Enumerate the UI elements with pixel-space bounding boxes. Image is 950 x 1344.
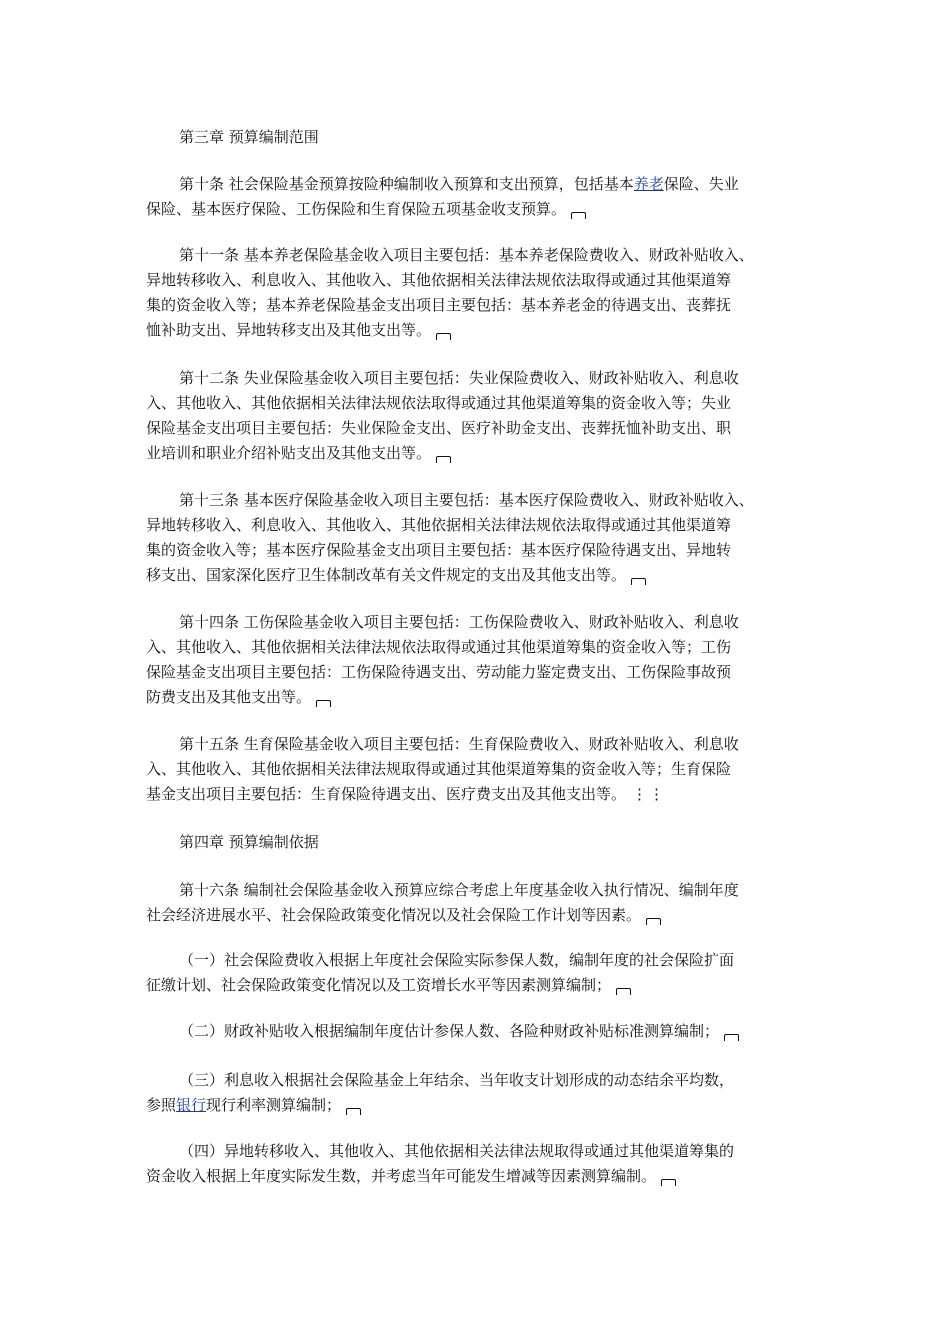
- article-line: [146, 782, 739, 807]
- article-10: [146, 172, 739, 222]
- item-line: [146, 1019, 739, 1044]
- paragraph-mark-icon: [436, 456, 451, 463]
- paragraph-mark-icon: [661, 1179, 676, 1186]
- paragraph-mark-icon: [646, 918, 661, 925]
- article-line: 入、其他收入、其他依据相关法律法规取得或通过其他渠道筹集的资金收入等；生育保险: [146, 760, 732, 778]
- article-text: 保险、基本医疗保险、工伤保险和生育保险五项基金收支预算。: [146, 200, 567, 218]
- item-text: （二）财政补贴收入根据编制年度估计参保人数、各险种财政补贴标准测算编制；: [179, 1022, 720, 1040]
- chapter-3-heading: [179, 125, 319, 150]
- article-text: 防费支出及其他支出等。: [146, 688, 312, 706]
- article-12: [146, 366, 739, 466]
- paragraph-mark-icon: [571, 212, 586, 219]
- article-16: [146, 878, 739, 928]
- article-line: 集的资金收入等；基本医疗保险基金支出项目主要包括：基本医疗保险待遇支出、异地转: [146, 541, 732, 559]
- article-line: 第十二条 失业保险基金收入项目主要包括：失业保险费收入、财政补贴收入、利息收: [179, 369, 739, 387]
- article-line: [146, 685, 739, 710]
- article-line: [146, 441, 739, 466]
- paragraph-mark-icon: [724, 1034, 739, 1041]
- article-line: [146, 197, 739, 222]
- item-line: [146, 1164, 734, 1189]
- link-yinhang[interactable]: 银行: [176, 1096, 207, 1114]
- article-text: 基金支出项目主要包括：生育保险待遇支出、医疗费支出及其他支出等。: [146, 785, 627, 803]
- item-1: [146, 948, 734, 998]
- article-text: 保险、失业: [663, 175, 739, 193]
- article-line: 第十四条 工伤保险基金收入项目主要包括：工伤保险费收入、财政补贴收入、利息收: [179, 613, 739, 631]
- paragraph-mark-icon: [316, 700, 331, 707]
- item-text: 资金收入根据上年度实际发生数，并考虑当年可能发生增减等因素测算编制。: [146, 1167, 657, 1185]
- article-text: 业培训和职业介绍补贴支出及其他支出等。: [146, 444, 432, 462]
- article-line: [146, 172, 739, 197]
- item-line: （三）利息收入根据社会保险基金上年结余、当年收支计划形成的动态结余平均数，: [179, 1071, 735, 1089]
- article-line: 第十一条 基本养老保险基金收入项目主要包括：基本养老保险费收入、财政补贴收入、: [179, 246, 754, 264]
- item-line: [146, 1093, 734, 1118]
- paragraph-mark-icon: [631, 578, 646, 585]
- item-line: （一）社会保险费收入根据上年度社会保险实际参保人数，编制年度的社会保险扩面: [179, 951, 735, 969]
- paragraph-mark-icon: [616, 988, 631, 995]
- article-line: 入、其他收入、其他依据相关法律法规依法取得或通过其他渠道筹集的资金收入等；失业: [146, 394, 732, 412]
- article-line: 第十三条 基本医疗保险基金收入项目主要包括：基本医疗保险费收入、财政补贴收入、: [179, 491, 754, 509]
- chapter-4-heading: [179, 830, 319, 855]
- article-line: 保险基金支出项目主要包括：工伤保险待遇支出、劳动能力鉴定费支出、工伤保险事故预: [146, 663, 732, 681]
- item-4: [146, 1139, 734, 1189]
- item-2: [146, 1019, 739, 1044]
- article-line: 保险基金支出项目主要包括：失业保险金支出、医疗补助金支出、丧葬抚恤补助支出、职: [146, 419, 732, 437]
- article-text: 恤补助支出、异地转移支出及其他支出等。: [146, 321, 432, 339]
- article-15: [146, 732, 739, 807]
- paragraph-mark-icon: [346, 1108, 361, 1115]
- item-line: （四）异地转移收入、其他收入、其他依据相关法律法规取得或通过其他渠道筹集的: [179, 1142, 735, 1160]
- article-text: 第十条 社会保险基金预算按险种编制收入预算和支出预算，包括基本: [179, 175, 634, 193]
- continuation-dots: ⋮⋮: [632, 785, 667, 803]
- article-11: [146, 243, 754, 343]
- article-line: 集的资金收入等；基本养老保险基金支出项目主要包括：基本养老金的待遇支出、丧葬抚: [146, 296, 732, 314]
- chapter-title: 第四章 预算编制依据: [179, 833, 319, 851]
- article-line: [146, 903, 739, 928]
- article-line: [146, 563, 754, 588]
- article-line: 异地转移收入、利息收入、其他收入、其他依据相关法律法规依法取得或通过其他渠道筹: [146, 271, 732, 289]
- article-line: 第十六条 编制社会保险基金收入预算应综合考虑上年度基金收入执行情况、编制年度: [179, 881, 739, 899]
- item-text: 参照: [146, 1096, 177, 1114]
- article-14: [146, 610, 739, 710]
- item-line: [146, 973, 734, 998]
- paragraph-mark-icon: [436, 333, 451, 340]
- item-text: 征缴计划、社会保险政策变化情况以及工资增长水平等因素测算编制；: [146, 976, 612, 994]
- item-3: [146, 1068, 734, 1118]
- article-text: 社会经济进展水平、社会保险政策变化情况以及社会保险工作计划等因素。: [146, 906, 642, 924]
- article-text: 移支出、国家深化医疗卫生体制改革有关文件规定的支出及其他支出等。: [146, 566, 627, 584]
- chapter-title: 第三章 预算编制范围: [179, 128, 319, 146]
- article-line: 入、其他收入、其他依据相关法律法规依法取得或通过其他渠道筹集的资金收入等；工伤: [146, 638, 732, 656]
- link-yanglao[interactable]: 养老: [633, 175, 664, 193]
- item-text: 现行利率测算编制；: [206, 1096, 342, 1114]
- article-line: [146, 318, 754, 343]
- article-line: 异地转移收入、利息收入、其他收入、其他依据相关法律法规依法取得或通过其他渠道筹: [146, 516, 732, 534]
- article-line: 第十五条 生育保险基金收入项目主要包括：生育保险费收入、财政补贴收入、利息收: [179, 735, 739, 753]
- article-13: [146, 488, 754, 588]
